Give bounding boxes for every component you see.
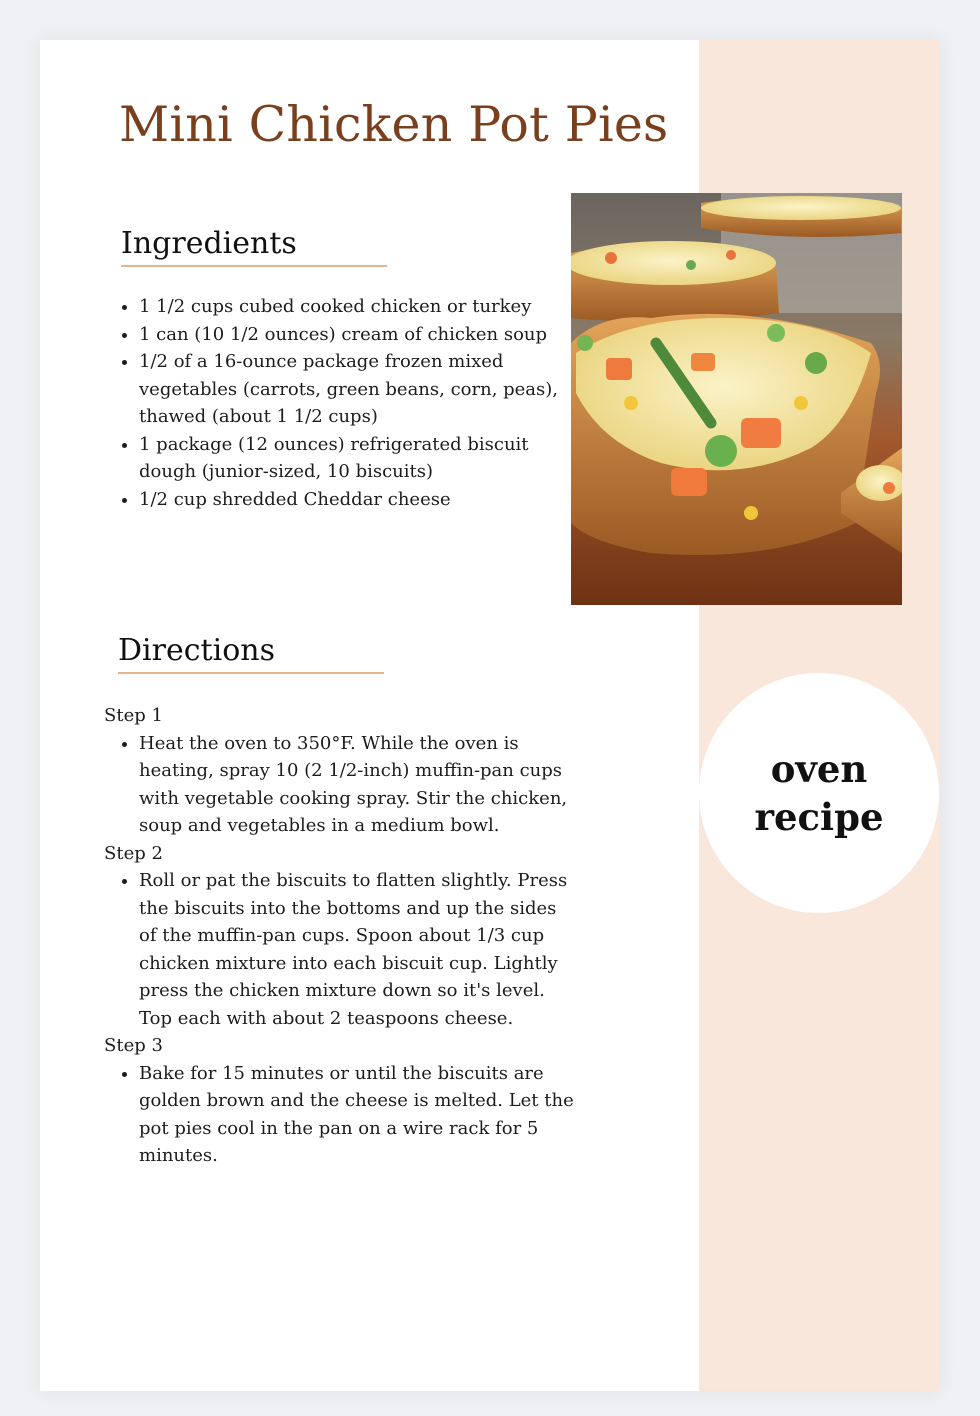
step-label: Step 2 xyxy=(104,842,163,864)
ingredient-item: • 1 package (12 ounces) refrigerated biscuit dough (junior-sized, 10 biscuits) xyxy=(139,431,584,486)
directions-heading: Directions xyxy=(118,633,275,668)
step-instructions xyxy=(104,730,574,840)
ingredient-item: • 1/2 of a 16-ounce package frozen mixed vegetables (carrots, green beans, corn, peas), thawed (about 1 1/2 cups) xyxy=(139,348,584,431)
directions-list xyxy=(104,702,574,1170)
chicken-pot-pie-photo xyxy=(571,193,902,605)
directions-heading-underline xyxy=(118,672,384,674)
step-label: Step 1 xyxy=(104,705,163,726)
step-label: Step 3 xyxy=(104,1035,163,1056)
ingredient-item: • 1 can (10 1/2 ounces) cream of chicken soup xyxy=(139,321,584,349)
step-instructions xyxy=(104,1060,574,1170)
step-text: • Roll or pat the biscuits to flatten slightly. Press the biscuits into the bottoms and up the sides of the muffin-pan cups. Spoon about 1/3 cup chicken mixture into each biscuit cup. Lightly press the chicken mixture down so it's level. Top each with about 2 teaspoons cheese. xyxy=(139,867,574,1032)
oven-recipe-badge xyxy=(699,673,939,913)
ingredient-list xyxy=(118,293,584,513)
recipe-title: Mini Chicken Pot Pies xyxy=(119,96,669,153)
ingredients-heading: Ingredients xyxy=(121,226,297,261)
step-text: • Heat the oven to 350°F. While the oven is heating, spray 10 (2 1/2-inch) muffin-pan cups with vegetable cooking spray. Stir the chicken, soup and vegetables in a medium bowl. xyxy=(139,730,574,840)
ingredient-item: • 1 1/2 cups cubed cooked chicken or turkey xyxy=(139,293,584,321)
step-text: • Bake for 15 minutes or until the biscuits are golden brown and the cheese is melted. Let the pot pies cool in the pan on a wire rack for 5 minutes. xyxy=(139,1060,574,1170)
ingredient-item: • 1/2 cup shredded Cheddar cheese xyxy=(139,486,584,514)
step-instructions xyxy=(104,867,574,1032)
badge-label: oven recipe xyxy=(754,747,884,839)
ingredients-heading-underline xyxy=(121,265,387,267)
recipe-card xyxy=(40,40,940,1391)
